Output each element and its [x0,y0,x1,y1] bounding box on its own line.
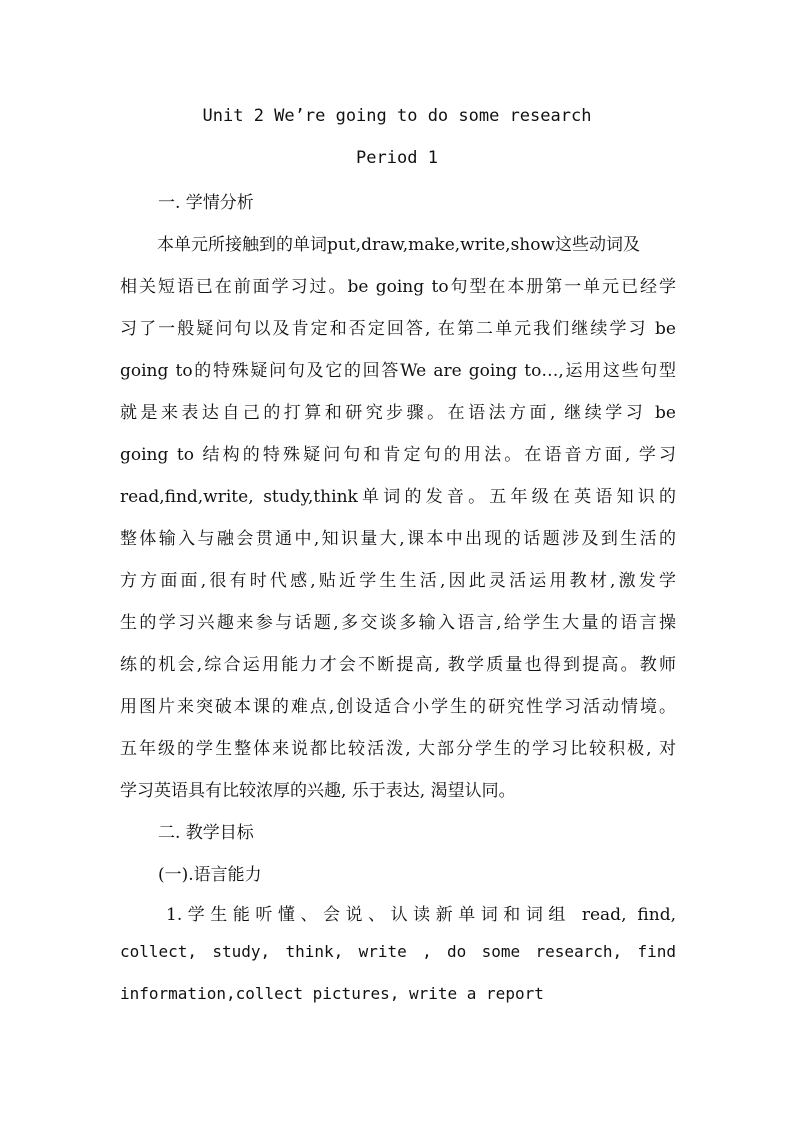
paragraph-line: 习了一般疑问句以及肯定和否定回答, 在第二单元我们继续学习 be [120,319,676,339]
subheading-language-ability: (一).语言能力 [158,865,262,885]
objective-item-line: 1.学生能听懂、会说、认读新单词和词组 read, find, [166,905,676,925]
paragraph-line: 整体输入与融会贯通中,知识量大,课本中出现的话题涉及到生活的 [120,529,676,549]
paragraph-line: read,find,write, study,think单词的发音。五年级在英语知识的 [120,487,676,507]
period-title: Period 1 [356,148,438,168]
section-heading-teaching-objectives: 二. 教学目标 [158,823,254,843]
paragraph-line: 方方面面,很有时代感,贴近学生生活,因此灵活运用教材,激发学 [120,571,676,591]
document-title: Unit 2 We’re going to do some research [202,106,592,126]
paragraph-line: 用图片来突破本课的难点,创设适合小学生的研究性学习活动情境。 [120,697,676,717]
paragraph-line: 练的机会,综合运用能力才会不断提高, 教学质量也得到提高。教师 [120,655,676,675]
paragraph-line: 就是来表达自己的打算和研究步骤。在语法方面, 继续学习 be [120,403,676,423]
objective-item-line: information,collect pictures, write a report [120,984,544,1003]
paragraph-line: going to的特殊疑问句及它的回答We are going to…,运用这些句型 [120,361,676,381]
objective-item-line: collect, study, think, write , do some research, find [120,942,676,961]
paragraph-line: 本单元所接触到的单词put,draw,make,write,show这些动词及 [157,235,641,255]
paragraph-line: going to 结构的特殊疑问句和肯定句的用法。在语音方面, 学习 [120,445,676,465]
paragraph-line: 学习英语具有比较浓厚的兴趣, 乐于表达, 渴望认同。 [120,781,516,801]
paragraph-line: 生的学习兴趣来参与话题,多交谈多输入语言,给学生大量的语言操 [120,613,676,633]
section-heading-learner-analysis: 一. 学情分析 [158,193,254,213]
paragraph-line: 五年级的学生整体来说都比较活泼, 大部分学生的学习比较积极, 对 [120,739,676,759]
paragraph-line: 相关短语已在前面学习过。be going to句型在本册第一单元已经学 [120,277,676,297]
